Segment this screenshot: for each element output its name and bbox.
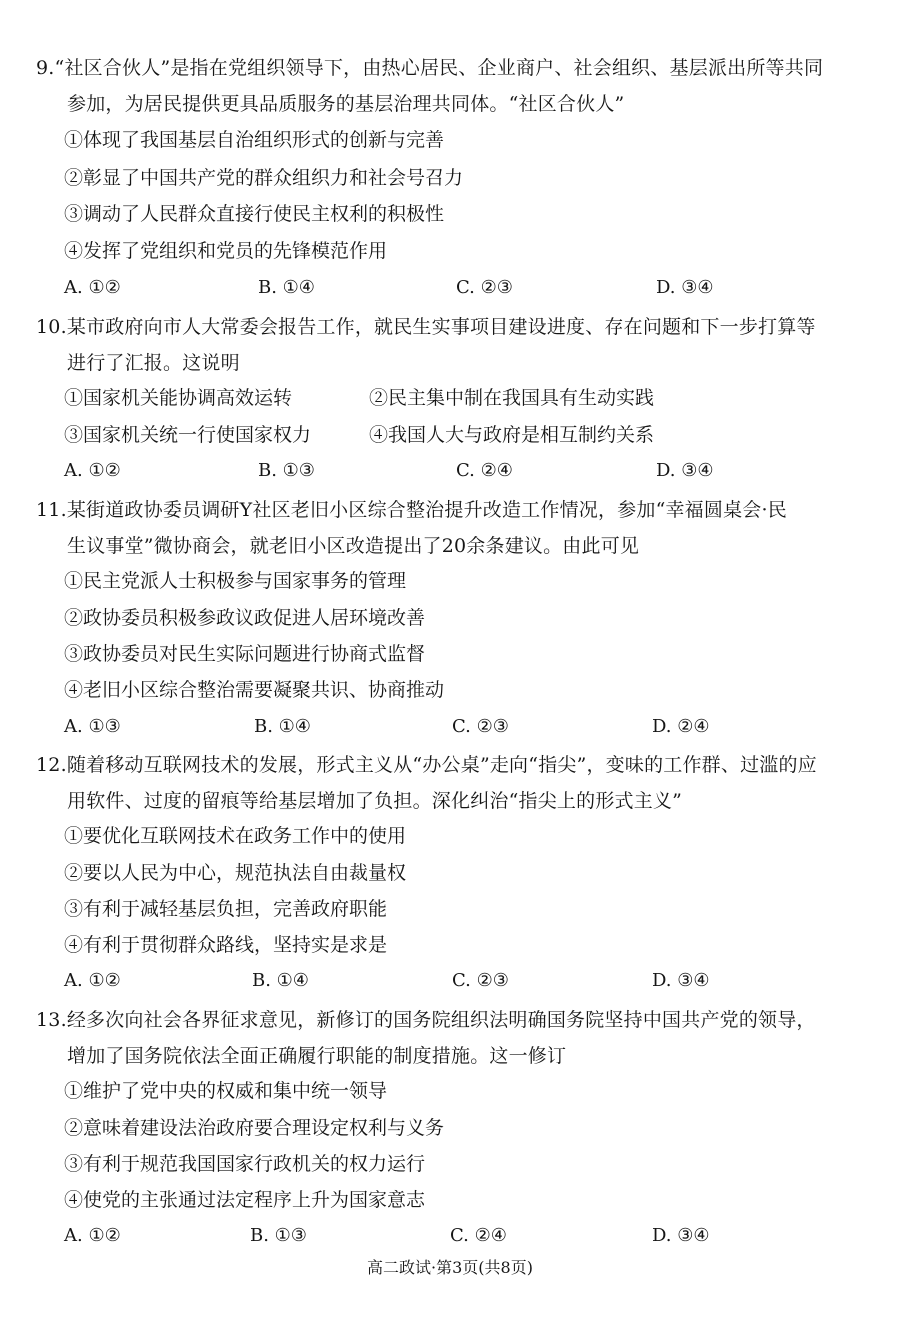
choice-d: D. ②④ xyxy=(652,716,710,737)
choice-a: A. ①② xyxy=(64,970,121,991)
choice-b: B. ①③ xyxy=(250,1225,307,1246)
stem-text: 增加了国务院依法全面正确履行职能的制度措施。这一修订 xyxy=(67,1045,567,1067)
choice-b: B. ①④ xyxy=(254,716,311,737)
stem-text: 生议事堂”微协商会，就老旧小区改造提出了20余条建议。由此可见 xyxy=(67,535,640,557)
choice-d: D. ③④ xyxy=(652,970,710,991)
choice-d: D. ③④ xyxy=(656,277,714,298)
choice-c: C. ②③ xyxy=(452,970,509,991)
statement-3: ③有利于减轻基层负担，完善政府职能 xyxy=(64,898,388,920)
choice-b: B. ①③ xyxy=(258,460,315,481)
question-number: 10. xyxy=(36,316,67,338)
stem-text: “社区合伙人”是指在党组织领导下，由热心居民、企业商户、社会组织、基层派出所等共同 xyxy=(54,57,824,79)
statement-4: ④使党的主张通过法定程序上升为国家意志 xyxy=(64,1189,426,1211)
statement-1: ①要优化互联网技术在政务工作中的使用 xyxy=(64,825,407,847)
statement-1: ①国家机关能协调高效运转 xyxy=(64,387,293,409)
stem-text: 随着移动互联网技术的发展，形式主义从“办公桌”走向“指尖”，变味的工作群、过滥的应 xyxy=(66,754,817,776)
question-stem xyxy=(36,492,846,564)
stem-text: 进行了汇报。这说明 xyxy=(67,352,240,374)
choice-b: B. ①④ xyxy=(252,970,309,991)
statement-3: ③国家机关统一行使国家权力 xyxy=(64,424,312,446)
stem-text: 用软件、过度的留痕等给基层增加了负担。深化纠治“指尖上的形式主义” xyxy=(67,790,683,812)
statement-2: ②彰显了中国共产党的群众组织力和社会号召力 xyxy=(64,167,464,189)
question-stem xyxy=(36,1002,846,1074)
stem-text: 参加，为居民提供更具品质服务的基层治理共同体。“社区合伙人” xyxy=(67,93,625,115)
choice-a: A. ①② xyxy=(64,277,121,298)
choice-d: D. ③④ xyxy=(652,1225,710,1246)
statement-4: ④我国人大与政府是相互制约关系 xyxy=(369,424,655,446)
choice-a: A. ①③ xyxy=(64,716,121,737)
choice-c: C. ②③ xyxy=(452,716,509,737)
statement-2: ②政协委员积极参政议政促进人居环境改善 xyxy=(64,607,426,629)
choice-c: C. ②④ xyxy=(456,460,513,481)
question-number: 13. xyxy=(36,1009,67,1031)
choice-c: C. ②④ xyxy=(450,1225,507,1246)
question-number: 12. xyxy=(36,754,67,776)
question-stem xyxy=(36,747,846,819)
choice-a: A. ①② xyxy=(64,1225,121,1246)
statement-4: ④有利于贯彻群众路线，坚持实是求是 xyxy=(64,934,388,956)
choice-b: B. ①④ xyxy=(258,277,315,298)
choice-d: D. ③④ xyxy=(656,460,714,481)
statement-3: ③调动了人民群众直接行使民主权利的积极性 xyxy=(64,203,445,225)
statement-4: ④发挥了党组织和党员的先锋模范作用 xyxy=(64,240,388,262)
statement-3: ③政协委员对民生实际问题进行协商式监督 xyxy=(64,643,426,665)
question-stem xyxy=(36,309,846,381)
statement-2: ②要以人民为中心，规范执法自由裁量权 xyxy=(64,862,407,884)
stem-text: 经多次向社会各界征求意见，新修订的国务院组织法明确国务院坚持中国共产党的领导， xyxy=(66,1009,816,1031)
statement-4: ④老旧小区综合整治需要凝聚共识、协商推动 xyxy=(64,679,445,701)
question-number: 11. xyxy=(36,499,67,521)
page-footer: 高二政试·第3页(共8页) xyxy=(367,1258,533,1277)
statement-1: ①体现了我国基层自治组织形式的创新与完善 xyxy=(64,129,445,151)
statement-3: ③有利于规范我国国家行政机关的权力运行 xyxy=(64,1153,426,1175)
stem-text: 某街道政协委员调研Y社区老旧小区综合整治提升改造工作情况，参加“幸福圆桌会·民 xyxy=(66,499,787,521)
statement-2: ②意味着建设法治政府要合理设定权利与义务 xyxy=(64,1117,445,1139)
stem-text: 某市政府向市人大常委会报告工作，就民生实事项目建设进度、存在问题和下一步打算等 xyxy=(66,316,816,338)
statement-1: ①民主党派人士积极参与国家事务的管理 xyxy=(64,570,407,592)
choice-c: C. ②③ xyxy=(456,277,513,298)
statement-1: ①维护了党中央的权威和集中统一领导 xyxy=(64,1080,388,1102)
choice-a: A. ①② xyxy=(64,460,121,481)
question-number: 9. xyxy=(36,57,55,79)
question-stem xyxy=(36,50,846,122)
statement-2: ②民主集中制在我国具有生动实践 xyxy=(369,387,655,409)
